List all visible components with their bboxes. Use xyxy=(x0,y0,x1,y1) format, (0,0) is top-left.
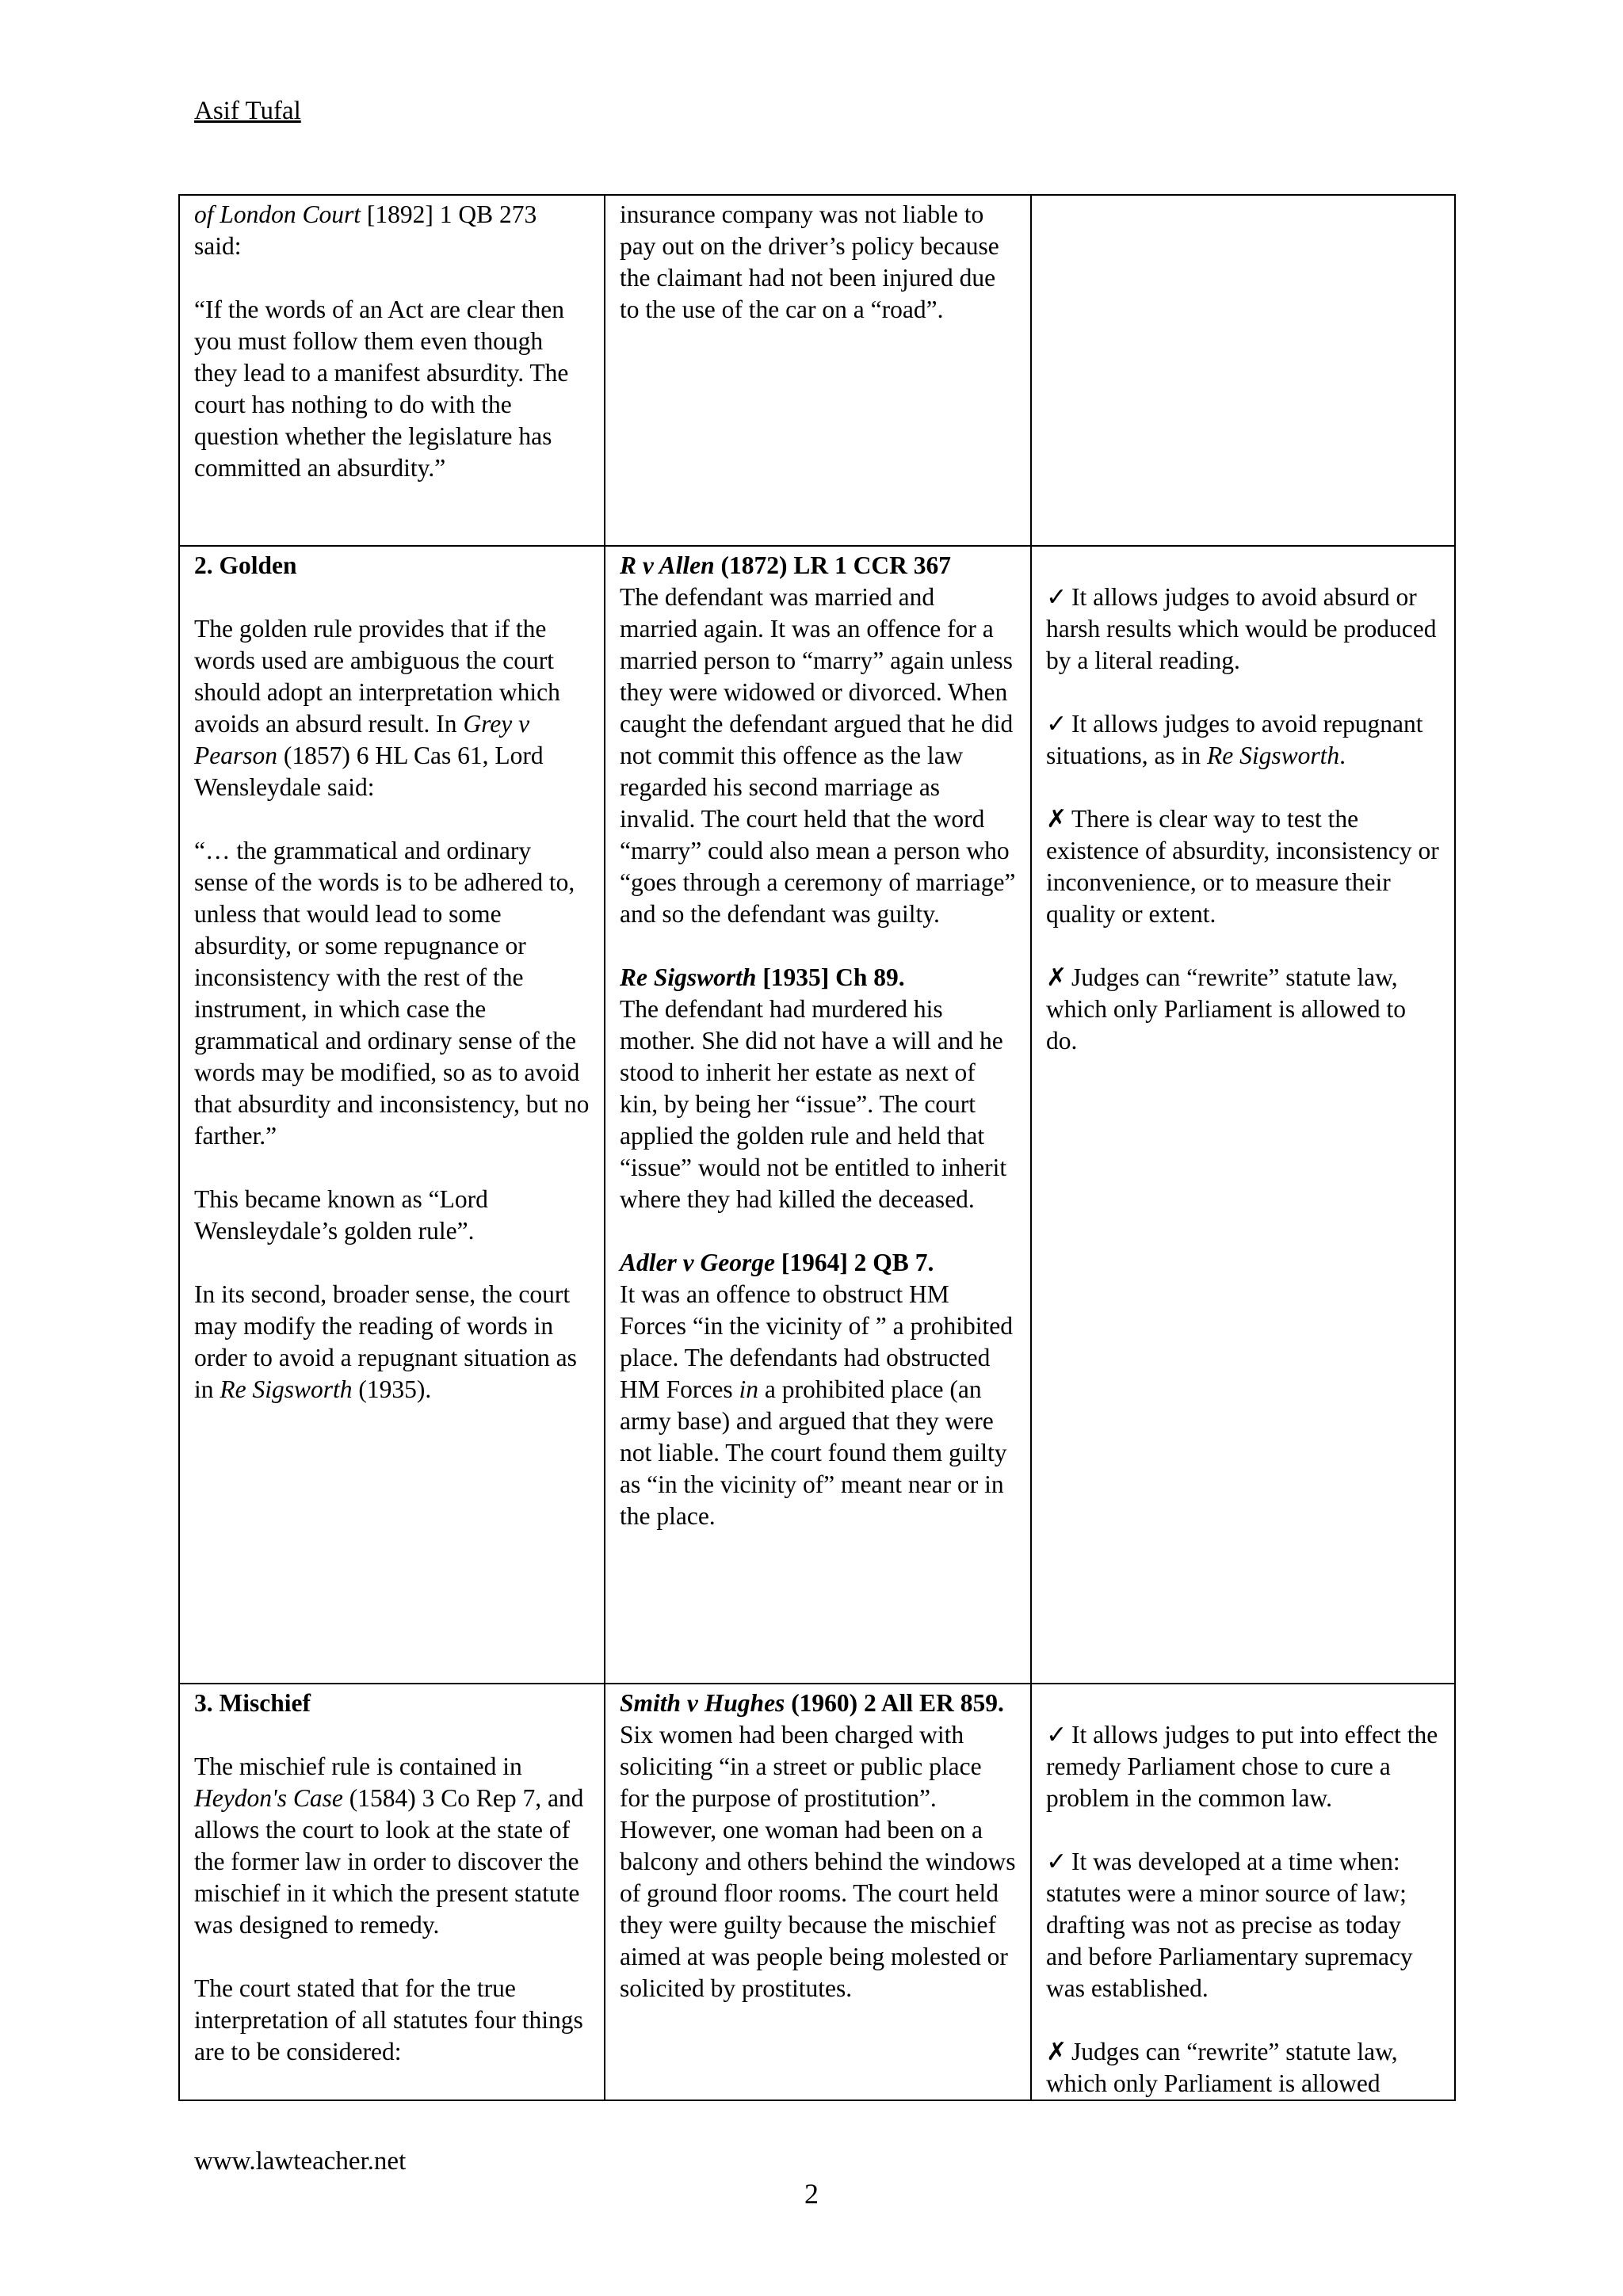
cases-cell xyxy=(605,1684,1031,2100)
tick-icon: ✓ xyxy=(1046,710,1067,738)
advantage-point: ✓ It allows judges to avoid repugnant situations, as in Re Sigsworth. xyxy=(1046,710,1423,769)
rule-heading: 2. Golden xyxy=(194,551,297,579)
case-text: insurance company was not liable to pay out on the driver’s policy because the claimant had not been injured due to the use of the car on a “road”. xyxy=(620,200,999,323)
evaluation-cell xyxy=(1031,1684,1455,2100)
rule-description: The golden rule provides that if the words used are ambiguous the court should adopt an interpretation which avoids an absurd result. In Grey v Pearson (1857) 6 HL Cas 61, Lord Wensleydale said: xyxy=(194,615,560,801)
case-text: The defendant was married and married again. It was an offence for a married person to “marry” again unless they were widowed or divorced. When caught the defendant argued that he did not commit this offence as the law regarded his second marriage as invalid. The court held that the word “marry” could also mean a person who “goes through a ceremony of marriage” and so the defendant was guilty. xyxy=(620,583,1016,928)
rule-note: This became known as “Lord Wensleydale’s golden rule”. xyxy=(194,1185,488,1245)
evaluation-cell xyxy=(1031,195,1455,546)
footer-url: www.lawteacher.net xyxy=(194,2147,407,2176)
cross-icon: ✗ xyxy=(1046,805,1067,833)
case-text: Six women had been charged with soliciting “in a street or public place for the purpose of prostitution”. However, one woman had been on a balcony and others behind the windows of ground floor rooms. The court held they were guilty because the mischief aimed at was people being molested or solicited by prostitutes. xyxy=(620,1721,1016,2002)
advantage-point: ✓ It was developed at a time when: statutes were a minor source of law; drafting was not as precise as today and before Parliamentary supremacy was established. xyxy=(1046,1848,1413,2002)
evaluation-cell xyxy=(1031,546,1455,1684)
advantage-point: ✓ It allows judges to put into effect the remedy Parliament chose to cure a problem in the common law. xyxy=(1046,1721,1438,1812)
cases-cell xyxy=(605,195,1031,546)
case-title: Adler v George [1964] 2 QB 7. xyxy=(620,1249,934,1276)
tick-icon: ✓ xyxy=(1046,583,1067,611)
case-citation: of London Court [1892] 1 QB 273 said: xyxy=(194,200,537,260)
quote: “… the grammatical and ordinary sense of the words is to be adhered to, unless that would lead to some absurdity, or some repugnance or inconsistency with the rest of the instrument, in which case the grammatical and ordinary sense of the words may be modified, so as to avoid that absurdity and inconsistency, but no farther.” xyxy=(194,837,590,1150)
table-row xyxy=(179,195,1455,546)
statutory-interpretation-table xyxy=(178,194,1456,2101)
cross-icon: ✗ xyxy=(1046,963,1067,991)
case-text: It was an offence to obstruct HM Forces “in the vicinity of ” a prohibited place. The defendants had obstructed HM Forces in a prohibited place (an army base) and argued that they were not liable. The court found them guilty as “in the vicinity of” meant near or in the place. xyxy=(620,1280,1013,1530)
rule-cell xyxy=(179,195,605,546)
author-header: Asif Tufal xyxy=(194,97,301,125)
tick-icon: ✓ xyxy=(1046,1721,1067,1749)
rule-heading: 3. Mischief xyxy=(194,1689,311,1717)
page-number: 2 xyxy=(804,2178,819,2210)
case-text: The defendant had murdered his mother. She did not have a will and he stood to inherit her estate as next of kin, by being her “issue”. The court applied the golden rule and held that “issue” would not be entitled to inherit where they had killed the deceased. xyxy=(620,995,1007,1213)
cases-cell xyxy=(605,546,1031,1684)
rule-note: The court stated that for the true interpretation of all statutes four things are to be considered: xyxy=(194,1974,583,2065)
case-title: Smith v Hughes (1960) 2 All ER 859. xyxy=(620,1689,1004,1717)
rule-cell xyxy=(179,1684,605,2100)
rule-note: In its second, broader sense, the court may modify the reading of words in order to avoid a repugnant situation as in Re Sigsworth (1935). xyxy=(194,1280,577,1403)
tick-icon: ✓ xyxy=(1046,1848,1067,1875)
quote: “If the words of an Act are clear then you must follow them even though they lead to a manifest absurdity. The court has nothing to do with the question whether the legislature has committed an absurdity.” xyxy=(194,296,569,482)
disadvantage-point: ✗ Judges can “rewrite” statute law, which only Parliament is allowed xyxy=(1046,2038,1398,2097)
case-title: Re Sigsworth [1935] Ch 89. xyxy=(620,963,905,991)
table-row xyxy=(179,546,1455,1684)
cross-icon: ✗ xyxy=(1046,2038,1067,2065)
case-title: R v Allen (1872) LR 1 CCR 367 xyxy=(620,551,951,579)
disadvantage-point: ✗ Judges can “rewrite” statute law, which only Parliament is allowed to do. xyxy=(1046,963,1407,1055)
table-row xyxy=(179,1684,1455,2100)
rule-cell xyxy=(179,546,605,1684)
rule-description: The mischief rule is contained in Heydon's Case (1584) 3 Co Rep 7, and allows the court to look at the state of the former law in order to discover the mischief in it which the present statute was designed to remedy. xyxy=(194,1753,584,1939)
disadvantage-point: ✗ There is clear way to test the existence of absurdity, inconsistency or inconvenience, or to measure their quality or extent. xyxy=(1046,805,1439,928)
advantage-point: ✓ It allows judges to avoid absurd or harsh results which would be produced by a literal reading. xyxy=(1046,583,1437,674)
